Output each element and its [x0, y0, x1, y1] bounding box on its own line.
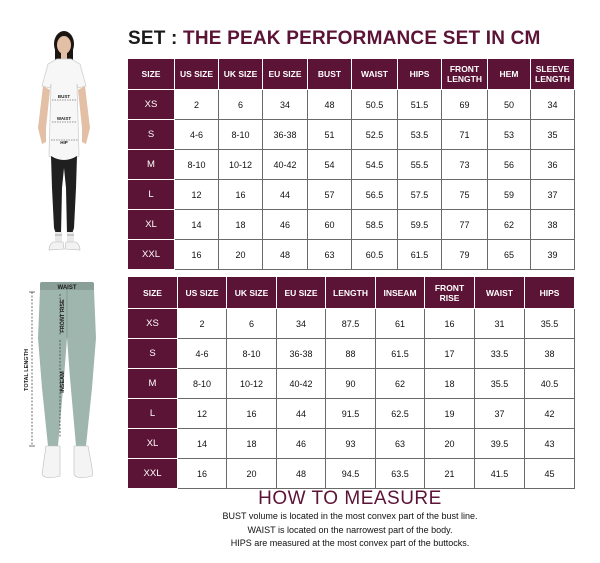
table-cell: 62.5: [376, 399, 425, 429]
table-cell: 51.5: [398, 90, 442, 120]
table-cell: 37: [475, 399, 525, 429]
header-front-rise: FRONT RISE: [425, 277, 475, 309]
table-cell: 93: [326, 429, 376, 459]
header-inseam: INSEAM: [376, 277, 425, 309]
title-prefix: SET :: [128, 28, 184, 49]
header-us-size: US SIZE: [178, 277, 227, 309]
table-cell: 6: [227, 309, 277, 339]
table-cell: 40-42: [277, 369, 326, 399]
table-cell: 59: [488, 180, 531, 210]
table-cell: 56: [488, 150, 531, 180]
size-cell: XL: [128, 429, 178, 459]
table-cell: 8-10: [178, 369, 227, 399]
waist-instruction: WAIST is located on the narrowest part of the body.: [247, 524, 453, 535]
table-cell: 8-10: [219, 120, 263, 150]
table-cell: 58.5: [352, 210, 398, 240]
size-cell: L: [128, 399, 178, 429]
table-cell: 18: [227, 429, 277, 459]
header-uk-size: UK SIZE: [227, 277, 277, 309]
waist-label: WAIST: [56, 116, 72, 121]
header-eu-size: EU SIZE: [263, 59, 308, 90]
table-cell: 39.5: [475, 429, 525, 459]
table-cell: 42: [525, 399, 575, 429]
title-main: THE PEAK PERFORMANCE SET IN CM: [183, 28, 541, 49]
top-model-figure: [24, 28, 104, 273]
table-cell: 48: [263, 240, 308, 270]
table-cell: 35.5: [525, 309, 575, 339]
top-size-table: [127, 58, 575, 270]
table-cell: 53.5: [398, 120, 442, 150]
inseam-label: INSEAM: [60, 371, 66, 393]
header-hips: HIPS: [525, 277, 575, 309]
table-cell: 61.5: [376, 339, 425, 369]
table-cell: 55.5: [398, 150, 442, 180]
table-cell: 16: [178, 459, 227, 489]
table-cell: 73: [442, 150, 488, 180]
table-cell: 41.5: [475, 459, 525, 489]
table-cell: 50: [488, 90, 531, 120]
hip-label: HIP: [60, 140, 68, 145]
table-cell: 34: [531, 90, 575, 120]
header-sleeve-length: SLEEVE LENGTH: [531, 59, 575, 90]
header-length: LENGTH: [326, 277, 376, 309]
size-cell: S: [128, 339, 178, 369]
table-cell: 50.5: [352, 90, 398, 120]
table-cell: 46: [277, 429, 326, 459]
waist-label: WAIST: [57, 285, 77, 291]
table-cell: 77: [442, 210, 488, 240]
table-cell: 21: [425, 459, 475, 489]
table-cell: 90: [326, 369, 376, 399]
front-rise-label: FRONT RISE: [60, 299, 66, 333]
table-cell: 20: [219, 240, 263, 270]
size-cell: XXL: [128, 240, 175, 270]
table-row: [128, 399, 575, 429]
table-cell: 57: [308, 180, 352, 210]
table-cell: 48: [277, 459, 326, 489]
size-cell: L: [128, 180, 175, 210]
table-cell: 52.5: [352, 120, 398, 150]
table-cell: 10-12: [227, 369, 277, 399]
table-row: [128, 210, 575, 240]
header-eu-size: EU SIZE: [277, 277, 326, 309]
table-cell: 35: [531, 120, 575, 150]
how-to-measure-section: [128, 488, 572, 551]
size-cell: M: [128, 369, 178, 399]
table-cell: 75: [442, 180, 488, 210]
top-table-header-row: [128, 59, 575, 90]
table-cell: 18: [425, 369, 475, 399]
table-cell: 60.5: [352, 240, 398, 270]
table-cell: 16: [425, 309, 475, 339]
table-cell: 8-10: [227, 339, 277, 369]
leggings-figure: [20, 278, 120, 493]
table-cell: 43: [525, 429, 575, 459]
table-cell: 69: [442, 90, 488, 120]
table-cell: 37: [531, 180, 575, 210]
table-cell: 8-10: [175, 150, 219, 180]
table-cell: 54: [308, 150, 352, 180]
table-cell: 62: [376, 369, 425, 399]
table-cell: 63: [308, 240, 352, 270]
table-cell: 14: [178, 429, 227, 459]
size-cell: M: [128, 150, 175, 180]
table-cell: 16: [219, 180, 263, 210]
table-cell: 87.5: [326, 309, 376, 339]
table-cell: 79: [442, 240, 488, 270]
table-cell: 40-42: [263, 150, 308, 180]
page-title: [128, 28, 588, 50]
table-cell: 4-6: [175, 120, 219, 150]
table-cell: 53: [488, 120, 531, 150]
table-cell: 44: [277, 399, 326, 429]
table-row: [128, 309, 575, 339]
table-cell: 20: [227, 459, 277, 489]
table-cell: 34: [263, 90, 308, 120]
size-cell: XXL: [128, 459, 178, 489]
table-cell: 38: [531, 210, 575, 240]
table-cell: 2: [178, 309, 227, 339]
table-cell: 31: [475, 309, 525, 339]
table-row: [128, 429, 575, 459]
header-waist: WAIST: [475, 277, 525, 309]
size-cell: XL: [128, 210, 175, 240]
table-row: [128, 240, 575, 270]
size-cell: S: [128, 120, 175, 150]
table-cell: 36-38: [263, 120, 308, 150]
table-cell: 6: [219, 90, 263, 120]
how-to-measure-heading: HOW TO MEASURE: [258, 488, 442, 509]
table-row: [128, 120, 575, 150]
size-cell: XS: [128, 90, 175, 120]
table-cell: 62: [488, 210, 531, 240]
table-cell: 16: [227, 399, 277, 429]
table-cell: 10-12: [219, 150, 263, 180]
table-cell: 38: [525, 339, 575, 369]
table-cell: 63: [376, 429, 425, 459]
table-cell: 61.5: [398, 240, 442, 270]
header-bust: BUST: [308, 59, 352, 90]
table-cell: 18: [219, 210, 263, 240]
table-cell: 39: [531, 240, 575, 270]
table-cell: 91.5: [326, 399, 376, 429]
header-size: SIZE: [128, 277, 178, 309]
table-cell: 20: [425, 429, 475, 459]
table-cell: 60: [308, 210, 352, 240]
table-cell: 57.5: [398, 180, 442, 210]
table-cell: 35.5: [475, 369, 525, 399]
table-cell: 63.5: [376, 459, 425, 489]
table-cell: 40.5: [525, 369, 575, 399]
header-waist: WAIST: [352, 59, 398, 90]
top-model-illustration: [24, 28, 104, 273]
bust-instruction: BUST volume is located in the most convex part of the bust line.: [222, 511, 478, 521]
bottom-size-table: [127, 276, 575, 489]
table-cell: 44: [263, 180, 308, 210]
header-uk-size: UK SIZE: [219, 59, 263, 90]
table-cell: 16: [175, 240, 219, 270]
table-cell: 4-6: [178, 339, 227, 369]
table-cell: 54.5: [352, 150, 398, 180]
table-cell: 45: [525, 459, 575, 489]
bust-label: BUST: [57, 94, 71, 99]
table-cell: 33.5: [475, 339, 525, 369]
table-cell: 12: [178, 399, 227, 429]
table-row: [128, 369, 575, 399]
table-cell: 46: [263, 210, 308, 240]
table-cell: 65: [488, 240, 531, 270]
table-row: [128, 459, 575, 489]
table-row: [128, 339, 575, 369]
table-row: [128, 90, 575, 120]
header-front-length: FRONT LENGTH: [442, 59, 488, 90]
table-row: [128, 150, 575, 180]
table-cell: 34: [277, 309, 326, 339]
header-hips: HIPS: [398, 59, 442, 90]
bottom-table-header-row: [128, 277, 575, 309]
table-cell: 17: [425, 339, 475, 369]
table-cell: 48: [308, 90, 352, 120]
table-cell: 94.5: [326, 459, 376, 489]
leggings-illustration: [20, 278, 120, 493]
table-cell: 36-38: [277, 339, 326, 369]
table-cell: 51: [308, 120, 352, 150]
table-cell: 56.5: [352, 180, 398, 210]
table-row: [128, 180, 575, 210]
table-cell: 12: [175, 180, 219, 210]
table-cell: 59.5: [398, 210, 442, 240]
header-hem: HEM: [488, 59, 531, 90]
table-cell: 19: [425, 399, 475, 429]
total-length-label: TOTAL LENGTH: [24, 349, 30, 391]
header-size: SIZE: [128, 59, 175, 90]
table-cell: 88: [326, 339, 376, 369]
table-cell: 61: [376, 309, 425, 339]
table-cell: 14: [175, 210, 219, 240]
table-cell: 2: [175, 90, 219, 120]
size-cell: XS: [128, 309, 178, 339]
header-us-size: US SIZE: [175, 59, 219, 90]
table-cell: 36: [531, 150, 575, 180]
table-cell: 71: [442, 120, 488, 150]
hips-instruction: HIPS are measured at the most convex part of the buttocks.: [230, 538, 470, 548]
